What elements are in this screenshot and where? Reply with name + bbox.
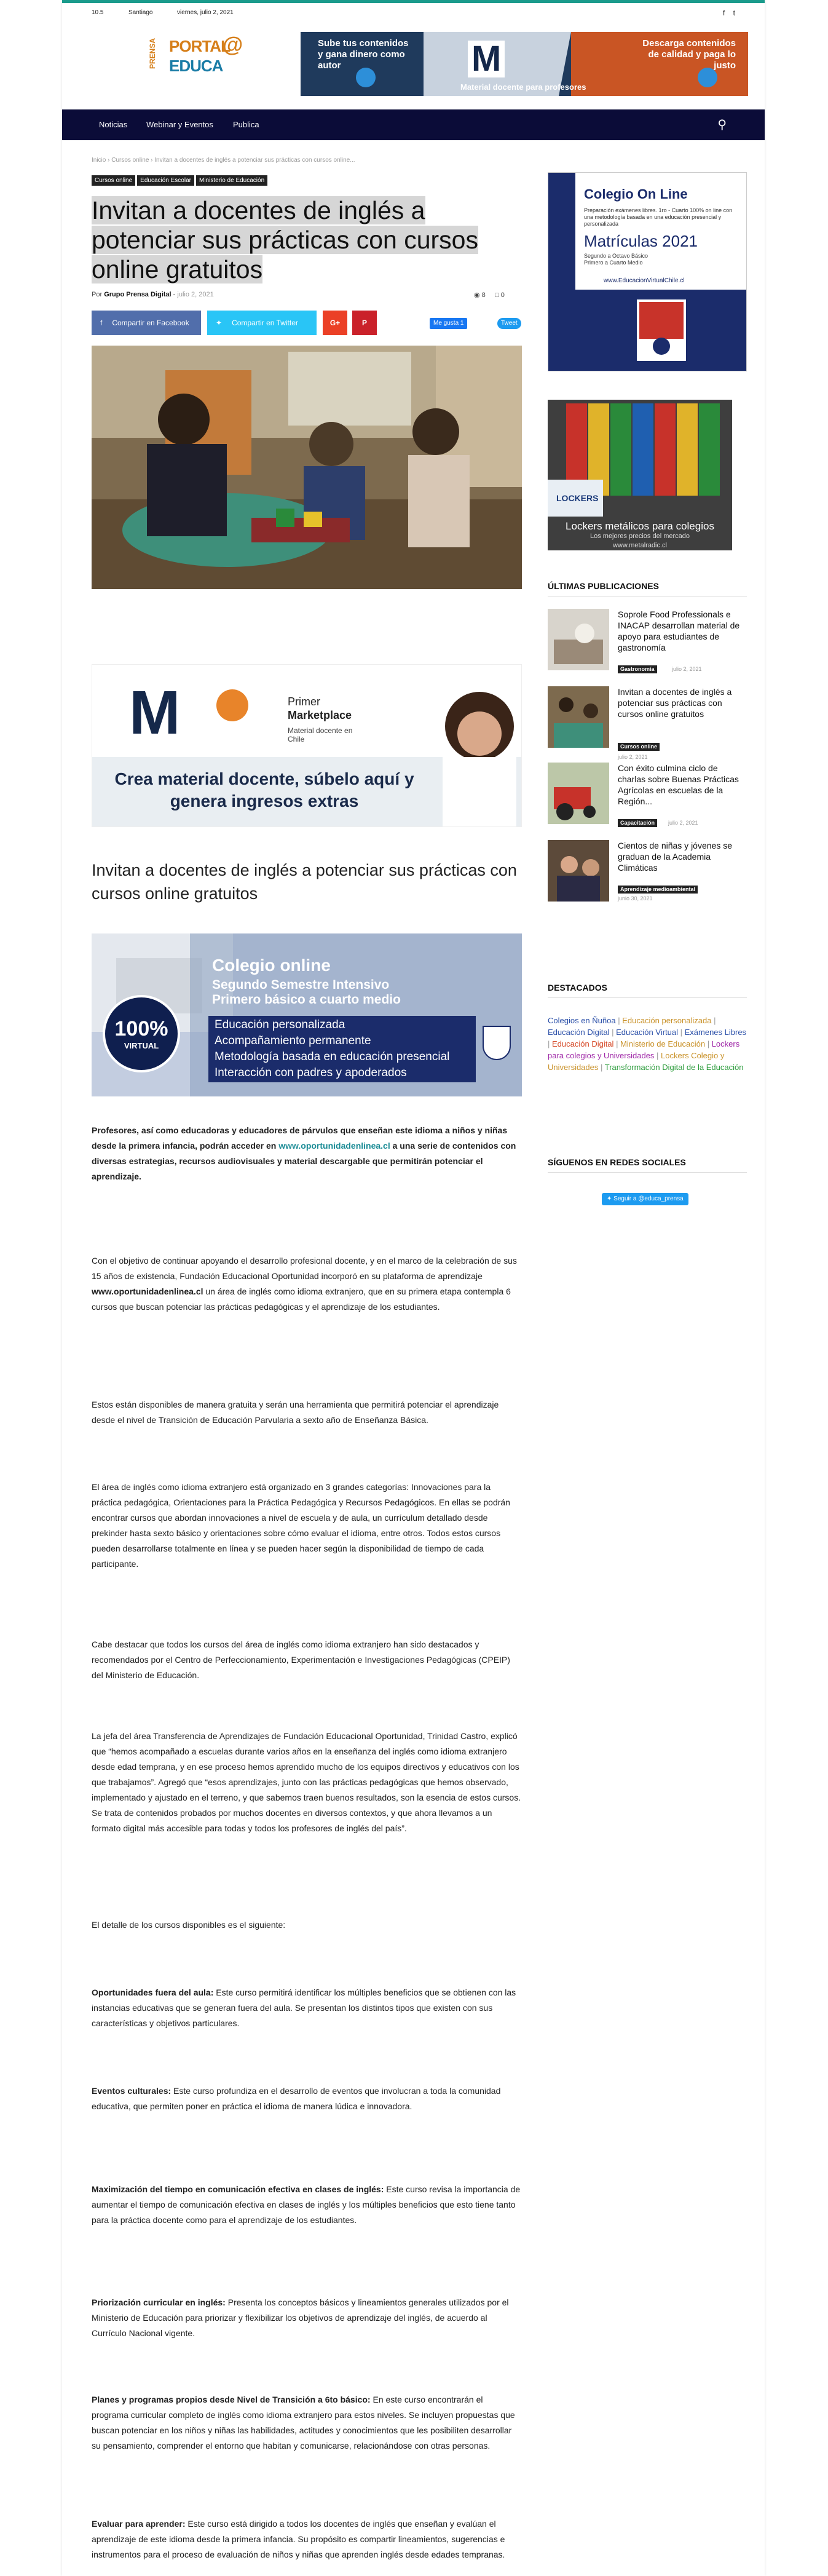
paragraph: Estos están disponibles de manera gratuita y serán una herramienta que permitirá potenciar el aprendizaje desde el nivel de Transición de Educación Parvularia a sexto año de Enseñanza Básica. — [92, 1400, 499, 1425]
share-facebook-button[interactable] — [92, 311, 201, 335]
twitter-icon[interactable]: t — [733, 9, 735, 17]
download-icon — [698, 68, 717, 87]
social-links — [723, 9, 735, 17]
course-title: Maximización del tiempo en comunicación efectiva en clases de inglés: — [92, 2184, 384, 2194]
course-item — [92, 2516, 522, 2562]
tag-separator: | — [598, 1063, 605, 1072]
colegio-ad-feature-box — [208, 1016, 476, 1082]
paragraph — [92, 1123, 522, 1184]
paragraph-text: Profesores, así como educadoras y educadores de párvulos que enseñan este idioma a niños y niñas desde la primera infancia, podrán acceder en — [92, 1125, 508, 1151]
author-prefix: Por — [92, 291, 103, 298]
logo-portal: PORTAL — [169, 37, 230, 55]
latest-post[interactable] — [548, 763, 747, 824]
article-counts — [474, 291, 505, 299]
header-ad-bottom-text: Material docente para profesores — [460, 82, 586, 92]
post-title[interactable]: Cientos de niñas y jóvenes se graduan de la Academia Climáticas — [618, 841, 732, 873]
course-desc: Este curso profundiza en el desarrollo de eventos que involucran a toda la comunidad educativa, que permiten poner en práctica el idioma de manera lúdica e innovadora. — [92, 2086, 501, 2111]
paragraph-bold: www.oportunidadenlinea.cl — [92, 1286, 203, 1296]
school-crest-icon — [483, 1026, 511, 1060]
tag-separator: | — [705, 1039, 712, 1048]
comment-icon[interactable]: □ — [495, 291, 499, 299]
lockers-brand: LOCKERS — [556, 493, 599, 503]
sidebar-ad-photo — [575, 290, 747, 371]
category-tag[interactable]: Educación Escolar — [137, 175, 194, 186]
featured-tags — [548, 1015, 747, 1073]
twitter-icon: ✦ — [607, 1195, 614, 1202]
colegio-ad-feature: Metodología basada en educación presencial — [215, 1050, 450, 1063]
post-title[interactable]: Invitan a docentes de inglés a potenciar sus prácticas con cursos online gratuitos — [618, 687, 732, 719]
twitter-icon: ✦ — [216, 319, 223, 327]
featured-tag-link[interactable]: Lockers para colegios y Universidades — [548, 1039, 740, 1060]
course-item — [92, 2392, 522, 2454]
post-thumbnail-art — [548, 609, 609, 670]
paragraph: El área de inglés como idioma extranjero está organizado en 3 grandes categorías: Innovaciones para la práctica pedagógica, Orientaciones para la Práctica Pedagógica y Recursos Pedagógicos. En ellas se podrán encontrar cursos que abordan innovaciones a nivel de escuela y de aula, un currículum detallado desde prekinder hasta sexto básico y orientaciones sobre cómo evaluar el idioma, entre otros. Todos estos cursos pueden desarrollarse totalmente en línea y se pueden hacer según la disponibilidad de tiempo de cada participante. — [92, 1482, 510, 1569]
post-date: julio 2, 2021 — [672, 666, 702, 672]
post-date: julio 2, 2021 — [668, 820, 698, 826]
facebook-icon[interactable]: f — [722, 9, 725, 17]
nav-item-noticias[interactable]: Noticias — [99, 120, 128, 129]
weather-city: Santiago — [128, 9, 153, 16]
post-date: junio 30, 2021 — [618, 895, 653, 902]
post-title[interactable]: Soprole Food Professionals e INACAP desarrollan material de apoyo para estudiantes de gastronomía — [618, 609, 740, 652]
post-date: julio 2, 2021 — [618, 754, 648, 760]
share-bar — [92, 311, 522, 335]
marketplace-ad[interactable] — [92, 664, 522, 827]
post-thumbnail[interactable] — [548, 840, 609, 902]
sidebar-ad-url: www.EducacionVirtualChile.cl — [604, 277, 685, 284]
share-facebook-label: Compartir en Facebook — [112, 319, 189, 327]
article-meta: Por Grupo Prensa Digital - julio 2, 2021 — [92, 291, 214, 298]
sidebar-ad-colegio[interactable] — [548, 172, 747, 371]
featured-tag-link[interactable]: Educación Virtual — [616, 1028, 678, 1037]
article-date: julio 2, 2021 — [177, 291, 214, 298]
article-main-image — [92, 346, 522, 589]
post-title[interactable]: Con éxito culmina ciclo de charlas sobre Buenas Prácticas Agrícolas en escuelas de la Región... — [618, 763, 739, 806]
header-ad-left-text: Sube tus contenidos y gana dinero como autor — [318, 38, 409, 71]
featured-tag-link[interactable]: Educación personalizada — [622, 1016, 712, 1025]
twitter-follow-label: Seguir a @educa_prensa — [613, 1195, 684, 1202]
colegio-ad-line1: Segundo Semestre Intensivo — [212, 978, 390, 992]
course-title: Priorización curricular en inglés: — [92, 2297, 226, 2307]
paragraph: Cabe destacar que todos los cursos del área de inglés como idioma extranjero han sido destacados y recomendados por el Centro de Perfeccionamiento, Experimentación e Investigaciones Pedagógicas (CPEIP) del Ministerio de Educación. — [92, 1639, 510, 1680]
share-googleplus-button[interactable]: G+ — [323, 311, 347, 335]
paragraph-text: a una serie de contenidos con diversas estrategias, recursos audiovisuales y material descargable que permitirán potenciar el aprendizaje. — [92, 1141, 516, 1181]
site-logo[interactable] — [146, 32, 250, 81]
sidebar-ad-side-band — [548, 173, 575, 371]
sidebar-ad-lockers[interactable] — [548, 400, 732, 550]
tag-separator: | — [609, 1028, 617, 1037]
marketplace-ad-line3: Material docente en Chile — [288, 726, 353, 743]
header-ad-right-text: Descarga contenidos de calidad y paga lo justo — [642, 38, 736, 71]
facebook-icon: f — [100, 319, 103, 327]
post-category[interactable]: Cursos online — [618, 743, 660, 751]
author-name[interactable]: Grupo Prensa Digital — [104, 291, 172, 298]
nav-item-publica[interactable]: Publica — [233, 120, 259, 129]
course-title: Planes y programas propios desde Nivel de Transición a 6to básico: — [92, 2395, 371, 2404]
featured-tag-link[interactable]: Educación Digital — [552, 1039, 614, 1048]
article-title — [92, 196, 516, 284]
colegio-ad-feature: Interacción con padres y apoderados — [215, 1066, 407, 1079]
paragraph-text: un área de inglés como idioma extranjero, que en su primera etapa contempla 6 cursos que buscan potenciar las prácticas pedagógicas y el aprendizaje de los estudiantes. — [92, 1286, 511, 1312]
latest-posts-heading: ÚLTIMAS PUBLICACIONES — [548, 581, 747, 596]
colegio-ad-title: Colegio online — [212, 956, 331, 975]
colegio-ad-line2: Primero básico a cuarto medio — [212, 993, 401, 1007]
post-category[interactable]: Gastronomía — [618, 665, 657, 673]
search-icon[interactable]: ⚲ — [717, 118, 727, 132]
classroom-photo — [92, 346, 522, 589]
post-category[interactable]: Capacitación — [618, 819, 657, 827]
breadcrumb[interactable]: Inicio › Cursos online › Invitan a docentes de inglés a potenciar sus prácticas con cursos online... — [92, 157, 355, 164]
view-count: 8 — [481, 291, 486, 299]
post-thumbnail-art — [548, 763, 609, 824]
post-thumbnail[interactable] — [548, 686, 609, 748]
sidebar-ad-matriculas: Matrículas 2021 — [584, 232, 698, 250]
featured-tag-link[interactable]: Educación Digital — [548, 1028, 610, 1037]
lockers-ad-title: Lockers metálicos para colegios — [566, 520, 714, 532]
category-tag[interactable]: Cursos online — [92, 175, 135, 186]
tag-separator: | — [678, 1028, 685, 1037]
latest-post[interactable] — [548, 840, 747, 902]
header-ad-logo: M — [468, 41, 505, 77]
course-title: Oportunidades fuera del aula: — [92, 1987, 214, 1997]
tag-separator: | — [711, 1016, 716, 1025]
colegio-ad-feature: Acompañamiento permanente — [215, 1034, 371, 1047]
colegio-ad-badge — [103, 995, 180, 1072]
course-desc: Este curso revisa la importancia de aumentar el tiempo de comunicación efectiva en clases de inglés y los múltiples beneficios que esto tiene tanto para la práctica docente como para el aprendizaje de los estudiantes. — [92, 2184, 521, 2225]
tag-separator: | — [654, 1051, 661, 1060]
course-item — [92, 2083, 522, 2114]
colegio-ad-percent: 100% — [114, 1017, 168, 1040]
category-tag[interactable]: Ministerio de Educación — [196, 175, 267, 186]
article-subtitle: Invitan a docentes de inglés a potenciar sus prácticas con cursos online gratuitos — [92, 861, 517, 903]
marketplace-ad-line1: Primer — [288, 696, 320, 708]
course-desc: Presenta los conceptos básicos y lineamientos generales utilizados por el Ministerio de Educación para priorizar y flexibilizar los objetivos de aprendizaje del inglés, de acuerdo al Currículo Nacional vigente. — [92, 2297, 509, 2338]
top-bar — [62, 3, 765, 22]
article-title-text: Invitan a docentes de inglés a potenciar sus prácticas con cursos online gratuitos — [92, 196, 478, 283]
share-twitter-button[interactable] — [207, 311, 317, 335]
featured-heading: DESTACADOS — [548, 983, 747, 998]
colegio-ad-feature: Educación personalizada — [215, 1018, 345, 1031]
marketplace-ad-cta: Crea material docente, súbelo aquí y genera ingresos extras — [114, 769, 414, 810]
colegio-online-ad[interactable] — [92, 933, 522, 1096]
course-desc: Este curso está dirigido a todos los docentes de inglés que enseñan y evalúan el aprendizaje de este idioma desde la primera infancia. Su propósito es compartir lineamientos, sugerencias e instrumentos para el proceso de evaluación de niños y niñas que aprenden inglés desde edades tempranas. — [92, 2519, 505, 2559]
course-desc: Este curso permitirá identificar los múltiples beneficios que se obtienen con las instancias educativas que se generan fuera del aula. Se presentan los distintos tipos que existen con sus características y objetivos particulares. — [92, 1987, 516, 2028]
upload-icon — [356, 68, 376, 87]
category-tags — [92, 174, 269, 186]
featured-tag-link[interactable]: Lockers Colegio y Universidades — [548, 1051, 725, 1072]
course-title: Eventos culturales: — [92, 2086, 172, 2096]
post-thumbnail-art — [548, 686, 609, 748]
sidebar-ad-title: Colegio On Line — [584, 186, 688, 202]
lockers-ad-subtitle: Los mejores precios del mercado — [589, 533, 690, 540]
post-thumbnail-art — [548, 840, 609, 902]
header-banner-ad[interactable] — [301, 32, 748, 96]
sidebar-ad-subtitle: Preparación exámenes libres. 1ro - Cuarto 100% on line con una metodología basada en una educación presencial y personalizada — [584, 207, 733, 227]
twitter-follow-button[interactable] — [602, 1193, 688, 1205]
latest-post[interactable] — [548, 686, 747, 760]
featured-tag-link[interactable]: Exámenes Libres — [684, 1028, 747, 1037]
post-category[interactable]: Aprendizaje medioambiental — [618, 886, 698, 894]
paragraph: La jefa del área Transferencia de Aprendizajes de Fundación Educacional Oportunidad, Trinidad Castro, explicó que “hemos acompañado a escuelas durante varios años en la enseñanza del inglés como idioma extranjero desde edad temprana, y en ese proceso hemos aprendido mucho de los equipos directivos y educativos con los que trabajamos”. Agregó que “esos aprendizajes, junto con las prácticas pedagógicas que hemos observado, implementado y ajustado en el terreno, y que sabemos traen buenos resultados, son la esencia de estos cursos. Se trata de contenidos probados por muchos docentes en diversos contextos, y que ahora llevamos a un formato digital más accesible para todas y todos los profesores de inglés del país”. — [92, 1731, 521, 1833]
tweet-button[interactable]: Tweet — [497, 318, 521, 329]
featured-tag-link[interactable]: Ministerio de Educación — [620, 1039, 706, 1048]
share-pinterest-button[interactable]: P — [352, 311, 377, 335]
course-title: Evaluar para aprender: — [92, 2519, 186, 2529]
course-item — [92, 2182, 522, 2228]
share-twitter-label: Compartir en Twitter — [232, 319, 298, 327]
marketplace-ad-logo: M — [129, 678, 181, 747]
social-heading: SÍGUENOS EN REDES SOCIALES — [548, 1157, 747, 1173]
facebook-like-button[interactable]: Me gusta 1 — [430, 318, 467, 329]
page-container — [62, 0, 765, 2576]
current-date: viernes, julio 2, 2021 — [177, 9, 234, 16]
paragraph-text: Con el objetivo de continuar apoyando el desarrollo profesional docente, y en el marco de la celebración de sus 15 años de existencia, Fundación Educacional Oportunidad incorporó en su plataforma de aprendizaje — [92, 1256, 517, 1281]
sidebar-ad-photo-art — [575, 290, 747, 371]
logo-educa: EDUCA — [169, 57, 223, 75]
sidebar-ad-levels: Segundo a Octavo Básico Primero a Cuarto Medio — [584, 253, 649, 266]
comment-count: 0 — [500, 291, 505, 299]
post-thumbnail[interactable] — [548, 609, 609, 670]
oportunidad-link[interactable]: www.oportunidadenlinea.cl — [278, 1141, 390, 1151]
main-nav — [62, 109, 765, 140]
tag-separator: | — [613, 1039, 621, 1048]
featured-tag-link[interactable]: Colegios en Ñuñoa — [548, 1016, 616, 1025]
paragraph — [92, 1253, 522, 1315]
paragraph: El detalle de los cursos disponibles es el siguiente: — [92, 1920, 286, 1930]
logo-prensa: PRENSA — [148, 38, 157, 69]
lockers-ad-url: www.metalradic.cl — [612, 542, 668, 549]
logo-at-icon: @ — [223, 33, 243, 57]
latest-post[interactable] — [548, 609, 747, 670]
post-thumbnail[interactable] — [548, 763, 609, 824]
tag-separator: | — [548, 1039, 552, 1048]
tag-separator: | — [615, 1016, 623, 1025]
course-item — [92, 2295, 522, 2341]
weather-temp: 10.5 — [92, 9, 104, 16]
colegio-ad-virtual: VIRTUAL — [124, 1041, 159, 1050]
marketplace-ad-line2: Marketplace — [288, 709, 352, 721]
nav-item-webinar[interactable]: Webinar y Eventos — [146, 120, 213, 129]
eye-icon: ◉ — [474, 291, 480, 299]
course-desc: En este curso encontrarán el programa curricular completo de inglés como idioma extranjero para estos niveles. Se incluyen propuestas que buscan potenciar en los niños y niñas las habilidades, actitudes y conocimientos que les posibiliten desarrollar su pensamiento, comprender el entorno que habitan y comunicarse, relacionándose con otras personas. — [92, 2395, 515, 2451]
course-item — [92, 1985, 522, 2031]
featured-tag-link[interactable]: Transformación Digital de la Educación — [604, 1063, 744, 1072]
